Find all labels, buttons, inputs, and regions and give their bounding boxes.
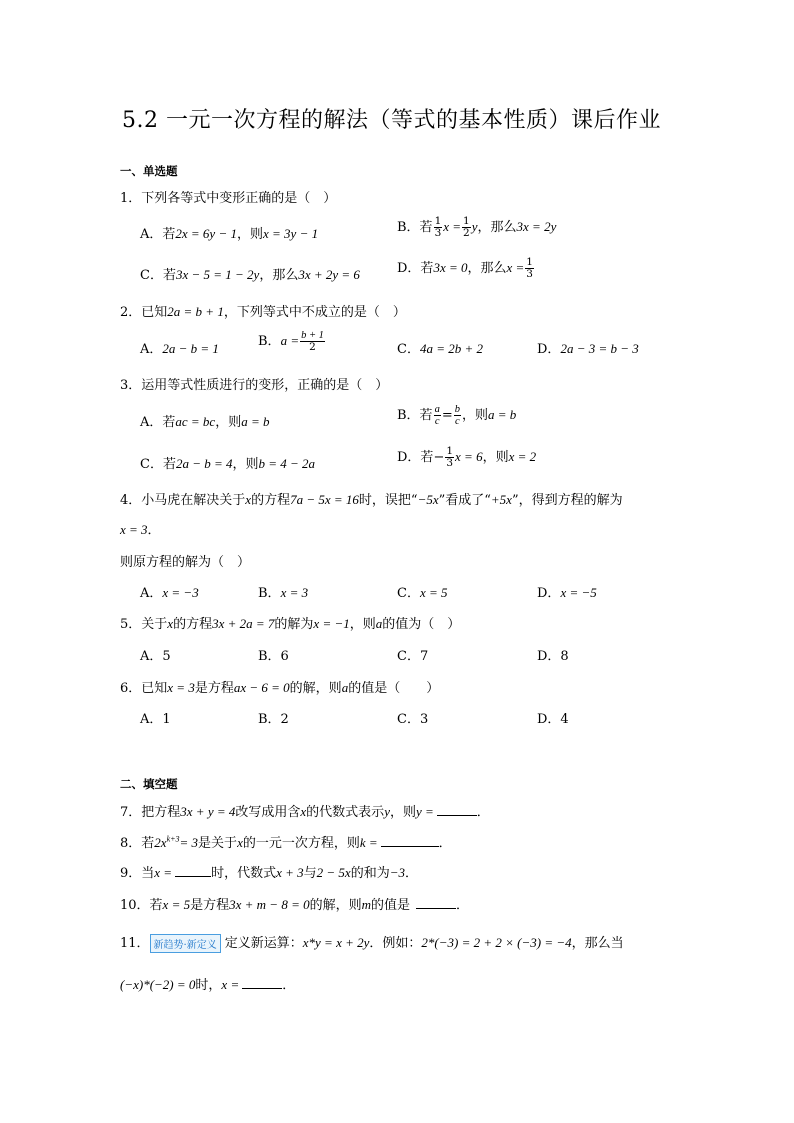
question-6-option-d: D．4 <box>537 712 569 727</box>
section-heading-fill-blank: 二、填空题 <box>120 777 178 791</box>
new-trend-tag: 新趋势·新定义 <box>150 934 221 953</box>
question-1-option-b: B．若 $\frac{1}{3}$ x = $\frac{1}{2}$ y，那么3x = 2y <box>397 215 557 239</box>
answer-blank[interactable] <box>175 865 211 877</box>
question-5-option-a: A．5 <box>140 649 171 664</box>
answer-blank[interactable] <box>437 804 477 816</box>
question-3-option-b: B．若 $\frac{a}{c}$ = $\frac{b}{c}$ ，则a = b <box>397 404 517 427</box>
question-4-option-d: D．x = −5 <box>537 585 597 601</box>
question-4-option-a: A．x = −3 <box>140 585 199 601</box>
question-4-option-c: C．x = 5 <box>397 585 448 601</box>
answer-blank[interactable] <box>381 835 439 847</box>
question-5-option-c: C．7 <box>397 649 429 664</box>
question-2-option-a: A．2a − b = 1 <box>140 341 219 357</box>
question-4-stem-line-3: 则原方程的解为（ ） <box>120 555 251 570</box>
question-2-option-b: B．a = $\frac{b + 1}{2}$ <box>258 330 324 353</box>
question-3-option-c: C．若2a − b = 4，则b = 4 − 2a <box>140 456 316 472</box>
question-5-stem: 5．关于x的方程3x + 2a = 7的解为x = −1，则a的值为（ ） <box>120 616 461 632</box>
question-3-option-d: D．若− $\frac{1}{3}$ x = 6，则x = 2 <box>397 445 537 469</box>
question-1-option-a: A．若2x = 6y − 1，则x = 3y − 1 <box>140 226 319 242</box>
question-2-option-d: D．2a − 3 = b − 3 <box>537 341 639 357</box>
answer-blank[interactable] <box>242 977 282 989</box>
question-5-option-d: D．8 <box>537 649 569 664</box>
question-6-option-a: A．1 <box>140 712 171 727</box>
question-4-stem-line-2: x = 3． <box>120 522 161 538</box>
question-6-stem: 6．已知x = 3是方程ax − 6 = 0的解，则a的值是（ ） <box>120 680 440 696</box>
question-6-option-b: B．2 <box>258 712 289 727</box>
question-1-option-c: C．若3x − 5 = 1 − 2y，那么3x + 2y = 6 <box>140 267 360 283</box>
question-3-option-a: A．若ac = bc，则a = b <box>140 414 270 430</box>
section-heading-single-choice: 一、单选题 <box>120 164 178 178</box>
question-4-option-b: B．x = 3 <box>258 585 309 601</box>
answer-blank[interactable] <box>416 897 456 909</box>
question-2-option-c: C．4a = 2b + 2 <box>397 341 483 357</box>
question-7: 7．把方程3x + y = 4改写成用含x的代数式表示y，则y = ． <box>120 804 490 820</box>
page-title: 5.2 一元一次方程的解法（等式的基本性质）课后作业 <box>122 108 661 133</box>
question-9: 9．当x = 时，代数式x + 3与2 − 5x的和为−3． <box>120 865 419 881</box>
question-8: 8．若$2x^{k+3}= 3$是关于x的一元一次方程，则k = ． <box>120 834 452 851</box>
question-11-line-1: 11． 新趋势·新定义 定义新运算：x*y = x + 2y．例如：2*(−3) = 2 + 2 × (−3) = −4，那么当 <box>120 935 624 951</box>
question-5-option-b: B．6 <box>258 649 289 664</box>
question-1-option-d: D．若3x = 0，那么x = $\frac{1}{3}$ <box>397 256 533 280</box>
question-10: 10．若x = 5是方程3x + m − 8 = 0的解，则m的值是 ． <box>120 897 470 913</box>
question-4-stem-line-1: 4．小马虎在解决关于x的方程7a − 5x = 16时，误把“−5x”看成了“+5x”，得到方程的解为 <box>120 492 623 508</box>
question-6-option-c: C．3 <box>397 712 429 727</box>
question-11-line-2: (−x)*(−2) = 0时，x = ． <box>120 977 296 993</box>
question-3-stem: 3．运用等式性质进行的变形，正确的是（ ） <box>120 378 389 393</box>
question-1-stem: 1．下列各等式中变形正确的是（ ） <box>120 191 337 206</box>
question-2-stem: 2．已知2a = b + 1，下列等式中不成立的是（ ） <box>120 304 406 320</box>
